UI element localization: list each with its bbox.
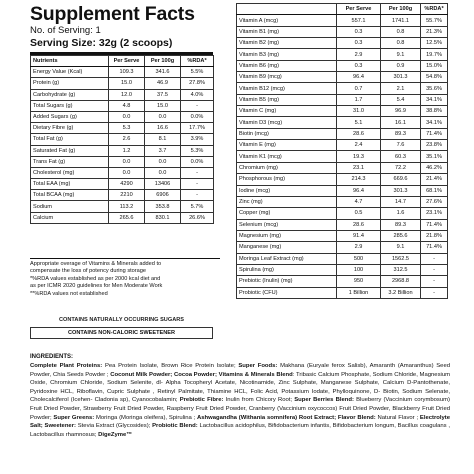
table-cell: 265.6	[109, 212, 145, 223]
table-cell: Vitamin A (mcg)	[237, 15, 337, 26]
vitamins-minerals-panel	[236, 3, 447, 299]
footnote-line: *%RDA values established as per 2000 kcal diet and	[30, 275, 161, 282]
table-row	[237, 287, 448, 298]
table-cell: 5.7%	[181, 201, 214, 212]
table-cell: Vitamin K1 (mcg)	[237, 151, 337, 162]
table-row	[237, 219, 448, 230]
table-cell: 91.4	[337, 230, 381, 241]
table-cell: -	[181, 190, 214, 201]
table-cell: Vitamin D3 (mcg)	[237, 117, 337, 128]
table-cell: -	[421, 287, 448, 298]
table-cell: Vitamin B9 (mcg)	[237, 72, 337, 83]
ingredient-list: Lactobacillus acidophilus, Bifidobacterium infantis, Bifidobacterium longum, Bacillus coagulans , Lactobacillus rhamnosus;	[30, 423, 450, 438]
table-cell: 1.6	[381, 208, 421, 219]
table-cell: 0.5	[337, 208, 381, 219]
table-cell: 0.3	[337, 26, 381, 37]
table-cell: Total BCAA (mg)	[31, 190, 109, 201]
table-cell: -	[181, 167, 214, 178]
table-row	[31, 156, 214, 167]
ingredient-list: Inulin from Chicory Root;	[223, 397, 295, 404]
table-cell: 0.0	[109, 167, 145, 178]
table-cell: 0.0	[109, 156, 145, 167]
table-row	[237, 151, 448, 162]
table-cell: 669.6	[381, 174, 421, 185]
table-row	[237, 208, 448, 219]
table-row	[31, 67, 214, 78]
table-cell: 5.4	[381, 94, 421, 105]
column-header: Per 100g	[381, 4, 421, 15]
table-cell: 96.9	[381, 106, 421, 117]
table-cell: 12.5%	[421, 38, 448, 49]
table-cell: 4.8	[109, 100, 145, 111]
table-cell: -	[421, 253, 448, 264]
table-cell: 0.0	[109, 111, 145, 122]
table-cell: 2.4	[337, 140, 381, 151]
table-cell: 71.4%	[421, 242, 448, 253]
table-cell: 16.1	[381, 117, 421, 128]
table-cell: 19.7%	[421, 49, 448, 60]
table-cell: -	[181, 100, 214, 111]
table-row	[237, 276, 448, 287]
table-cell: 7.6	[381, 140, 421, 151]
table-row	[31, 201, 214, 212]
ingredients-heading: INGREDIENTS:	[30, 354, 74, 360]
table-row	[237, 60, 448, 71]
table-cell: 34.1%	[421, 94, 448, 105]
footnote-line: **%RDA values not established	[30, 290, 108, 297]
table-cell: 71.4%	[421, 219, 448, 230]
table-cell: 15.0	[145, 100, 181, 111]
table-cell: 16.6	[145, 123, 181, 134]
table-cell: 21.4%	[421, 174, 448, 185]
table-cell: 21.8%	[421, 230, 448, 241]
table-cell: 46.9	[145, 78, 181, 89]
table-cell: 2.9	[337, 242, 381, 253]
supplement-facts-panel	[30, 3, 213, 224]
table-cell: 0.3	[337, 38, 381, 49]
table-cell: 37.5	[145, 89, 181, 100]
table-row	[237, 128, 448, 139]
table-cell: 23.1%	[421, 208, 448, 219]
table-cell: 0.3	[337, 60, 381, 71]
servings-count: No. of Serving: 1	[30, 25, 101, 36]
table-row	[237, 264, 448, 275]
table-row	[237, 140, 448, 151]
table-cell: 0.0%	[181, 111, 214, 122]
ingredients-section	[30, 353, 450, 439]
table-cell: 4.7	[337, 196, 381, 207]
table-header-row	[31, 56, 214, 67]
table-cell: 214.3	[337, 174, 381, 185]
table-cell: 3.7	[145, 145, 181, 156]
column-header: Nutrients	[31, 56, 109, 67]
table-row	[31, 179, 214, 190]
panel-title: Supplement Facts	[30, 3, 195, 25]
vitamins-table	[236, 3, 448, 299]
table-cell: 5.1	[337, 117, 381, 128]
table-cell: 96.4	[337, 185, 381, 196]
table-cell: Moringa Leaf Extract (mg)	[237, 253, 337, 264]
table-row	[237, 106, 448, 117]
table-cell: 23.8%	[421, 140, 448, 151]
table-cell: Carbohydrate (g)	[31, 89, 109, 100]
table-cell: Calcium	[31, 212, 109, 223]
table-cell: 500	[337, 253, 381, 264]
table-cell: 28.6	[337, 128, 381, 139]
table-cell: 14.7	[381, 196, 421, 207]
footnote-line: compensate the loss of potency during storage	[30, 268, 146, 275]
table-cell: Vitamin B6 (mg)	[237, 60, 337, 71]
table-cell: 15.0	[109, 78, 145, 89]
table-cell: Biotin (mcg)	[237, 128, 337, 139]
table-cell: Probiotic (CFU)	[237, 287, 337, 298]
table-cell: 54.8%	[421, 72, 448, 83]
table-cell: 21.3%	[421, 26, 448, 37]
table-cell: Dietary Fibre (g)	[31, 123, 109, 134]
table-cell: Vitamin E (mg)	[237, 140, 337, 151]
table-cell: 0.0	[145, 167, 181, 178]
table-cell: Manganese (mg)	[237, 242, 337, 253]
table-cell: 89.3	[381, 219, 421, 230]
table-cell: 113.2	[109, 201, 145, 212]
table-cell: Vitamin B1 (mg)	[237, 26, 337, 37]
table-cell: Chromium (mg)	[237, 162, 337, 173]
table-cell: 13406	[145, 179, 181, 190]
table-cell: 950	[337, 276, 381, 287]
table-row	[237, 242, 448, 253]
table-row	[31, 89, 214, 100]
table-cell: Vitamin B3 (mg)	[237, 49, 337, 60]
table-cell: 72.2	[381, 162, 421, 173]
sweetener-note: CONTAINS NON-CALORIC SWEETENER	[30, 327, 213, 339]
table-cell: 46.2%	[421, 162, 448, 173]
table-cell: 2210	[109, 190, 145, 201]
table-cell: 9.1	[381, 49, 421, 60]
ingredient-list: Moringa (Moringa oleifera), Spirulina ;	[94, 414, 198, 421]
ingredient-list: Makhana (Euryale ferox Salisb), Amaranth (Amaranthus) Seed Powder, Chia Seeds Powder ;	[30, 363, 451, 378]
table-header-row	[237, 4, 448, 15]
table-cell: Prebiotic (Inulin) (mg)	[237, 276, 337, 287]
table-cell: 2.6	[109, 134, 145, 145]
table-cell: 1 Billion	[337, 287, 381, 298]
table-cell: Saturated Fat (g)	[31, 145, 109, 156]
table-cell: 60.3	[381, 151, 421, 162]
ingredient-list: Natural Flavor ;	[375, 414, 420, 421]
column-header	[237, 4, 337, 15]
table-cell: Phosphorous (mg)	[237, 174, 337, 185]
table-row	[31, 100, 214, 111]
table-cell: 1562.5	[381, 253, 421, 264]
column-header: Per Serve	[109, 56, 145, 67]
table-cell: Total Fat (g)	[31, 134, 109, 145]
table-cell: 27.6%	[421, 196, 448, 207]
table-cell: Total EAA (mg)	[31, 179, 109, 190]
column-header: Per Serve	[337, 4, 381, 15]
ingredient-list: Stevia Extract (Glycosides);	[75, 423, 153, 430]
table-row	[31, 111, 214, 122]
column-header: Per 100g	[145, 56, 181, 67]
table-row	[237, 49, 448, 60]
table-cell: 38.8%	[421, 106, 448, 117]
table-cell: 6906	[145, 190, 181, 201]
table-row	[237, 162, 448, 173]
table-cell: 100	[337, 264, 381, 275]
footnotes	[30, 258, 220, 298]
serving-size: Serving Size: 32g (2 scoops)	[30, 36, 213, 55]
table-cell: 4.0%	[181, 89, 214, 100]
table-cell: Spirulina (mg)	[237, 264, 337, 275]
table-cell: 17.7%	[181, 123, 214, 134]
table-cell: 2968.8	[381, 276, 421, 287]
table-cell: Vitamin C (mg)	[237, 106, 337, 117]
table-cell: 12.0	[109, 89, 145, 100]
table-cell: 68.1%	[421, 185, 448, 196]
table-row	[237, 94, 448, 105]
table-cell: Trans Fat (g)	[31, 156, 109, 167]
table-cell: -	[421, 264, 448, 275]
table-cell: 34.1%	[421, 117, 448, 128]
table-cell: Magnesium (mg)	[237, 230, 337, 241]
ingredient-group-label: Ashwagandha (Withania somnifera) Root Extract; Flavor Blend:	[197, 414, 376, 421]
table-cell: 3.2 Billion	[381, 287, 421, 298]
table-row	[237, 72, 448, 83]
table-cell: 28.6	[337, 219, 381, 230]
table-cell: 2.1	[381, 83, 421, 94]
ingredient-list: Pea Protein Isolate, Brown Rice Protein Isolate;	[102, 363, 239, 369]
table-row	[237, 185, 448, 196]
table-row	[31, 167, 214, 178]
table-cell: Total Sugars (g)	[31, 100, 109, 111]
table-cell: 5.3%	[181, 145, 214, 156]
table-cell: Added Sugars (g)	[31, 111, 109, 122]
table-cell: 35.1%	[421, 151, 448, 162]
table-cell: 9.1	[381, 242, 421, 253]
ingredient-group-label: Probiotic Blend:	[152, 423, 198, 430]
table-cell: 3.9%	[181, 134, 214, 145]
table-cell: Copper (mg)	[237, 208, 337, 219]
table-cell: Protein (g)	[31, 78, 109, 89]
table-cell: 0.0%	[181, 156, 214, 167]
table-cell: 89.3	[381, 128, 421, 139]
table-cell: 2.9	[337, 49, 381, 60]
table-cell: -	[181, 179, 214, 190]
table-cell: 301.3	[381, 185, 421, 196]
table-cell: 19.3	[337, 151, 381, 162]
table-row	[31, 134, 214, 145]
footnote-line: Appropriate overage of Vitamins & Minerals added to	[30, 261, 162, 267]
table-cell: 557.1	[337, 15, 381, 26]
column-header: %RDA*	[181, 56, 214, 67]
table-cell: 0.8	[381, 38, 421, 49]
table-row	[237, 174, 448, 185]
table-cell: 1741.1	[381, 15, 421, 26]
table-cell: Vitamin B12 (mcg)	[237, 83, 337, 94]
table-cell: 1.7	[337, 94, 381, 105]
table-cell: 0.8	[381, 26, 421, 37]
sugars-note: CONTAINS NATURALLY OCCURRING SUGARS	[58, 317, 185, 323]
table-cell: 353.8	[145, 201, 181, 212]
table-row	[31, 190, 214, 201]
table-cell: 312.5	[381, 264, 421, 275]
table-cell: 15.0%	[421, 60, 448, 71]
table-cell: 301.3	[381, 72, 421, 83]
table-row	[31, 212, 214, 223]
ingredient-group-label: Coconut Milk Powder; Cocoa Powder; Vitamins & Minerals Blend	[110, 371, 293, 378]
nutrients-table	[30, 55, 214, 224]
table-cell: 5.5%	[181, 67, 214, 78]
table-cell: Cholesterol (mg)	[31, 167, 109, 178]
table-cell: 23.1	[337, 162, 381, 173]
table-cell: 71.4%	[421, 128, 448, 139]
table-cell: 341.6	[145, 67, 181, 78]
table-cell: 0.0	[145, 111, 181, 122]
table-cell: 109.3	[109, 67, 145, 78]
table-cell: 26.6%	[181, 212, 214, 223]
table-cell: 27.8%	[181, 78, 214, 89]
table-cell: 0.9	[381, 60, 421, 71]
ingredient-group-label: Prebiotic Fibre:	[179, 397, 224, 404]
vitamins-table-body	[237, 15, 448, 299]
table-cell: Energy Value (Kcal)	[31, 67, 109, 78]
ingredient-group-label: Super Berries Blend:	[294, 397, 354, 404]
ingredient-group-label: Super Foods:	[238, 363, 278, 369]
table-cell: Zinc (mg)	[237, 196, 337, 207]
table-cell: 0.0	[145, 156, 181, 167]
table-cell: Sodium	[31, 201, 109, 212]
table-row	[237, 38, 448, 49]
table-cell: Vitamin B5 (mg)	[237, 94, 337, 105]
table-cell: 5.3	[109, 123, 145, 134]
table-cell: 0.7	[337, 83, 381, 94]
table-cell: 96.4	[337, 72, 381, 83]
table-row	[237, 83, 448, 94]
table-row	[237, 230, 448, 241]
ingredient-group-label: Super Greens:	[53, 414, 95, 421]
table-row	[237, 26, 448, 37]
ingredient-group-label: DigeZyme™	[98, 431, 133, 438]
table-cell: Iodine (mcg)	[237, 185, 337, 196]
ingredient-list: : Tribasic Calcium Phosphate, Sodium Chloride, Magnesium Oxide, Chromium Chloride, Sodium Selenite, dl- Alpha Tocopheryl Acetate, Nicotinamide, Zinc Sulphate, Manganese Sulphate, Calcium D-Pantothenate, Pyridoxine HCL, Riboflavin, Cupric Sulphate , Retinyl Palmitate, Thiamine HCL, Folic Acid, Potassium Iodate, Phylloquinone, D- Biotin, Sodium Selenate, Cholecalciferol (Icehen- Cladonia sp), Cyanocobalamin;	[30, 371, 450, 404]
table-row	[31, 123, 214, 134]
table-row	[237, 196, 448, 207]
ingredient-group-label: Complete Plant Proteins:	[30, 363, 103, 369]
ingredients-text	[30, 362, 450, 439]
table-cell: 285.6	[381, 230, 421, 241]
table-cell: 1.2	[109, 145, 145, 156]
nutrients-table-body	[31, 67, 214, 224]
ingredient-group-label: Electrolyte Salt; Sweetener:	[30, 414, 451, 430]
table-row	[31, 145, 214, 156]
table-cell: 4290	[109, 179, 145, 190]
table-cell: Vitamin B2 (mg)	[237, 38, 337, 49]
column-header: %RDA*	[421, 4, 448, 15]
table-row	[31, 78, 214, 89]
footnote-line: as per ICMR 2020 guidelines for Men Moderate Work	[30, 283, 163, 290]
table-row	[237, 253, 448, 264]
table-cell: 55.7%	[421, 15, 448, 26]
table-row	[237, 117, 448, 128]
table-cell: 35.6%	[421, 83, 448, 94]
table-cell: 8.1	[145, 134, 181, 145]
table-cell: Selenium (mcg)	[237, 219, 337, 230]
table-cell: -	[421, 276, 448, 287]
ingredient-list: Blueberry (Vaccinium corymbosum) Fruit Dried Powder, Strawberry Fruit Dried Powder, Raspberry Fruit Dried Powder, Cranberry (Vaccinium oxycoccos) Fruit Dried Powder, Blackberry Fruit Dried Powder;	[30, 397, 451, 421]
table-cell: 830.1	[145, 212, 181, 223]
table-cell: 31.0	[337, 106, 381, 117]
table-row	[237, 15, 448, 26]
